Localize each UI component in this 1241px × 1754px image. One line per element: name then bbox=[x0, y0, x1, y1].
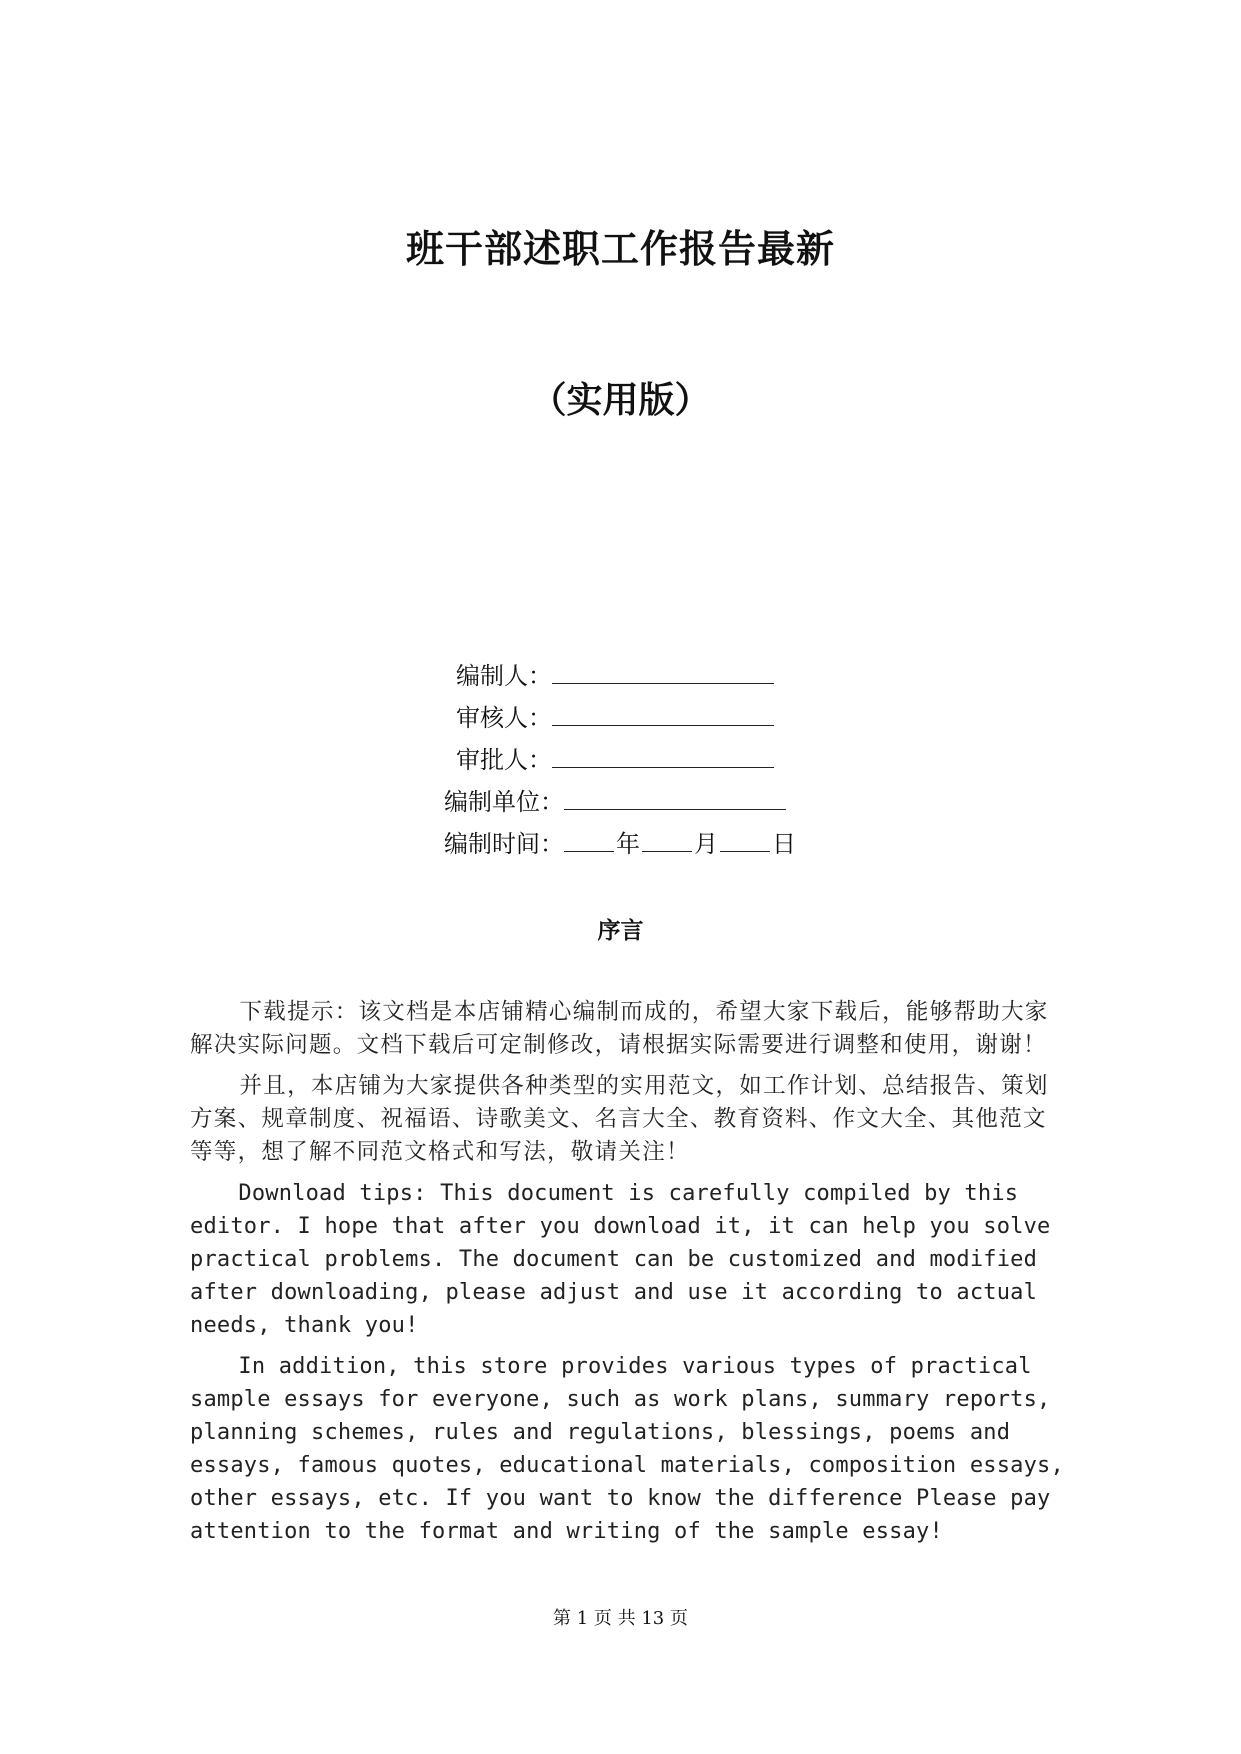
document-subtitle: （实用版） bbox=[530, 379, 711, 421]
day-label: 日 bbox=[772, 830, 796, 858]
year-label: 年 bbox=[616, 830, 640, 858]
day-blank bbox=[720, 829, 770, 852]
month-label: 月 bbox=[694, 830, 718, 858]
page-number: 第 1 页 共 13 页 bbox=[553, 1608, 688, 1629]
unit-field bbox=[444, 782, 786, 814]
compiler-field bbox=[456, 656, 774, 688]
reviewer-label: 审核人： bbox=[456, 704, 552, 732]
preface-body bbox=[190, 996, 1070, 1556]
preface-paragraph-en-2: In addition, this store provides various types of practical sample essays for everyone, such as work plans, summary reports, planning schemes, rules and regulations, blessings, poems and essays, famous quotes, educational materials, composition essays, other essays, etc. If you want to know the difference Please pay attention to the format and writing of the sample essay! bbox=[190, 1354, 1064, 1544]
preface-paragraph-cn-2: 并且，本店铺为大家提供各种类型的实用范文，如工作计划、总结报告、策划方案、规章制度、祝福语、诗歌美文、名言大全、教育资料、作文大全、其他范文等等，想了解不同范文格式和写法，敬请关注！ bbox=[190, 1073, 1049, 1165]
time-field bbox=[444, 824, 798, 856]
compiler-label: 编制人： bbox=[456, 662, 552, 690]
month-blank bbox=[642, 829, 692, 852]
preface-heading: 序言 bbox=[597, 917, 644, 944]
preface-paragraph-en-1: Download tips: This document is carefully compiled by this editor. I hope that after you download it, it can help you solve practical problems. The document can be customized and modified after downloading, please adjust and use it according to actual needs, thank you! bbox=[190, 1181, 1051, 1338]
reviewer-blank bbox=[552, 703, 774, 726]
unit-label: 编制单位： bbox=[444, 788, 564, 816]
approver-field bbox=[456, 740, 774, 772]
reviewer-field bbox=[456, 698, 774, 730]
unit-blank bbox=[564, 787, 786, 810]
year-blank bbox=[564, 829, 614, 852]
preface-paragraph-cn-1: 下载提示：该文档是本店铺精心编制而成的，希望大家下载后，能够帮助大家解决实际问题。文档下载后可定制修改，请根据实际需要进行调整和使用，谢谢！ bbox=[190, 999, 1049, 1058]
compiler-blank bbox=[552, 661, 774, 684]
time-label: 编制时间： bbox=[444, 830, 564, 858]
document-title: 班干部述职工作报告最新 bbox=[405, 226, 835, 271]
approver-blank bbox=[552, 745, 774, 768]
approver-label: 审批人： bbox=[456, 746, 552, 774]
